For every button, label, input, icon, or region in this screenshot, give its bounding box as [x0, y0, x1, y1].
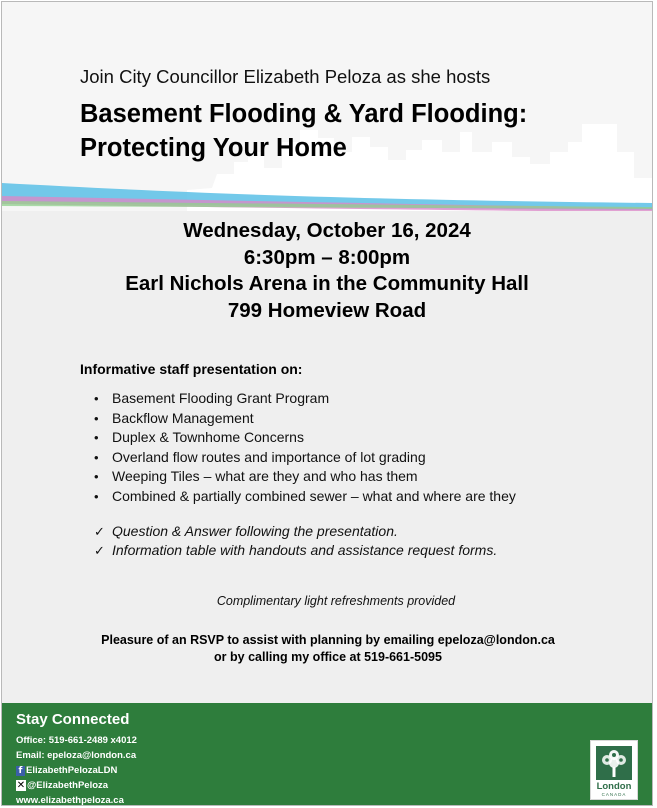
event-date: Wednesday, October 16, 2024 [183, 219, 471, 242]
list-item: • Duplex & Townhome Concerns [94, 428, 516, 448]
rsvp-line-2: or by calling my office at 519-661-5095 [214, 650, 442, 664]
list-item: • Combined & partially combined sewer – what and where are they [94, 487, 516, 507]
x-link[interactable] [16, 778, 137, 793]
website-link[interactable]: www.elizabethpeloza.ca [16, 795, 124, 806]
header-banner [2, 2, 652, 214]
checklist-text: Information table with handouts and assistance request forms. [112, 542, 498, 558]
list-item: • Weeping Tiles – what are they and who has them [94, 467, 516, 487]
event-address: 799 Homeview Road [227, 298, 427, 322]
check-icon: ✓ [94, 543, 105, 558]
city-of-london-logo [590, 740, 638, 800]
extras-list [94, 522, 497, 560]
event-time: 6:30pm – 8:00pm [243, 245, 411, 269]
facebook-handle: ElizabethPelozaLDN [26, 765, 118, 776]
x-handle: @ElizabethPeloza [27, 780, 109, 791]
x-icon: ✕ [16, 780, 26, 791]
event-title [80, 97, 527, 165]
logo-name: London [596, 781, 632, 792]
rsvp-line-1: Pleasure of an RSVP to assist with planning by emailing epeloza@london.ca [101, 633, 555, 647]
facebook-icon: f [16, 766, 25, 776]
presentation-heading: Informative staff presentation on: [80, 361, 303, 377]
stay-connected-heading: Stay Connected [16, 711, 130, 728]
refreshments-note: Complimentary light refreshments provided [216, 594, 456, 608]
rsvp-note [2, 632, 653, 666]
list-item: • Overland flow routes and importance of lot grading [94, 448, 516, 468]
list-item: • Backflow Management [94, 409, 516, 429]
office-phone: Office: 519-661-2489 x4012 [16, 735, 137, 746]
checklist-item [94, 541, 497, 560]
topic-list [94, 389, 516, 507]
list-item: • Basement Flooding Grant Program [94, 389, 516, 409]
event-venue: Earl Nichols Arena in the Community Hall [125, 272, 529, 295]
email-address[interactable]: Email: epeloza@london.ca [16, 750, 137, 761]
title-line-2: Protecting Your Home [80, 134, 347, 162]
footer-contact-bar [2, 703, 652, 806]
checklist-text: Question & Answer following the presentation. [112, 523, 398, 539]
facebook-link[interactable] [16, 763, 137, 778]
intro-text: Join City Councillor Elizabeth Peloza as she hosts [80, 66, 491, 87]
flyer-page [1, 1, 653, 806]
tree-icon [596, 746, 632, 780]
check-icon: ✓ [94, 524, 105, 539]
logo-subtitle: CANADA [601, 792, 627, 797]
event-details [2, 218, 652, 324]
contact-info [16, 733, 137, 806]
checklist-item [94, 522, 497, 541]
title-line-1: Basement Flooding & Yard Flooding: [80, 100, 528, 128]
